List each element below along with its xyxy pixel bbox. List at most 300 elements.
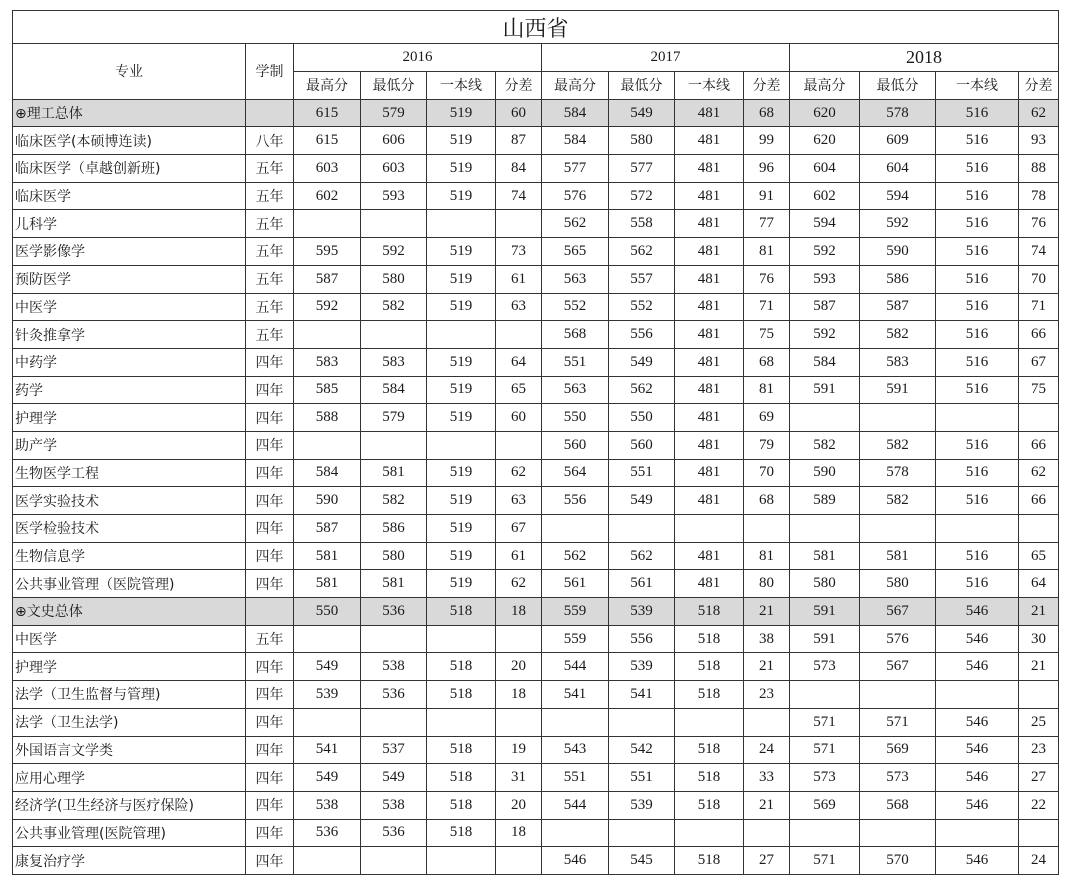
score-cell: 61 (496, 265, 542, 293)
score-cell: 576 (860, 625, 936, 653)
table-row (13, 653, 1059, 681)
score-cell: 536 (294, 819, 361, 847)
score-cell: 546 (936, 791, 1019, 819)
score-cell: 552 (542, 293, 609, 321)
score-cell: 546 (936, 708, 1019, 736)
score-cell: 81 (744, 238, 790, 266)
score-cell: 620 (790, 99, 860, 127)
score-cell: 562 (609, 238, 675, 266)
score-cell (496, 431, 542, 459)
score-cell: 571 (790, 708, 860, 736)
score-cell: 594 (790, 210, 860, 238)
score-cell: 584 (542, 127, 609, 155)
score-cell: 71 (1019, 293, 1059, 321)
score-cell: 516 (936, 265, 1019, 293)
score-cell: 593 (361, 182, 427, 210)
score-cell: 519 (427, 542, 496, 570)
score-cell: 68 (744, 348, 790, 376)
table-row (13, 459, 1059, 487)
score-cell: 519 (427, 487, 496, 515)
score-cell (294, 847, 361, 875)
score-cell: 546 (936, 625, 1019, 653)
score-cell: 546 (936, 736, 1019, 764)
score-cell: 516 (936, 238, 1019, 266)
score-cell: 549 (609, 487, 675, 515)
score-cell: 590 (790, 459, 860, 487)
score-cell: 481 (675, 293, 744, 321)
score-cell (936, 819, 1019, 847)
score-cell: 557 (609, 265, 675, 293)
score-cell (860, 515, 936, 543)
score-cell: 99 (744, 127, 790, 155)
duration-cell: 四年 (246, 736, 294, 764)
score-cell (1019, 681, 1059, 709)
score-cell: 582 (860, 321, 936, 349)
score-cell: 573 (790, 653, 860, 681)
score-cell: 539 (609, 653, 675, 681)
table-row (13, 681, 1059, 709)
score-cell: 64 (496, 348, 542, 376)
major-name: 针灸推拿学 (13, 321, 246, 349)
score-cell: 519 (427, 570, 496, 598)
sub-header-2017-2: 最低分 (609, 71, 675, 99)
score-cell (744, 708, 790, 736)
score-cell: 516 (936, 431, 1019, 459)
score-cell: 76 (1019, 210, 1059, 238)
score-cell (427, 210, 496, 238)
score-table (12, 10, 1059, 875)
score-cell: 87 (496, 127, 542, 155)
score-cell: 88 (1019, 155, 1059, 183)
score-cell: 545 (609, 847, 675, 875)
score-cell: 536 (361, 819, 427, 847)
score-cell: 593 (790, 265, 860, 293)
major-name: 公共事业管理（医院管理) (13, 570, 246, 598)
score-cell: 541 (294, 736, 361, 764)
table-title: 山西省 (13, 11, 1059, 44)
score-cell: 519 (427, 293, 496, 321)
score-cell: 538 (361, 791, 427, 819)
score-cell: 518 (675, 736, 744, 764)
score-cell: 77 (744, 210, 790, 238)
major-name: 医学实验技术 (13, 487, 246, 515)
sub-header-2016-1: 最高分 (294, 71, 361, 99)
score-cell: 591 (860, 376, 936, 404)
score-cell (1019, 819, 1059, 847)
table-row (13, 404, 1059, 432)
score-cell: 68 (744, 99, 790, 127)
score-cell: 604 (860, 155, 936, 183)
score-cell: 565 (542, 238, 609, 266)
score-cell: 604 (790, 155, 860, 183)
score-cell: 481 (675, 265, 744, 293)
duration-cell: 四年 (246, 791, 294, 819)
score-cell: 516 (936, 210, 1019, 238)
score-cell: 578 (860, 459, 936, 487)
score-cell: 606 (361, 127, 427, 155)
score-cell: 537 (361, 736, 427, 764)
score-cell: 551 (542, 348, 609, 376)
score-cell: 78 (1019, 182, 1059, 210)
score-cell: 573 (790, 764, 860, 792)
duration-cell: 四年 (246, 681, 294, 709)
score-cell: 568 (860, 791, 936, 819)
score-cell: 84 (496, 155, 542, 183)
score-cell: 591 (790, 598, 860, 626)
score-cell: 584 (294, 459, 361, 487)
score-cell: 584 (790, 348, 860, 376)
score-cell: 481 (675, 459, 744, 487)
major-name: ⊕文史总体 (13, 598, 246, 626)
score-cell: 549 (361, 764, 427, 792)
table-row (13, 293, 1059, 321)
score-cell: 544 (542, 653, 609, 681)
major-name: 应用心理学 (13, 764, 246, 792)
score-cell: 556 (609, 625, 675, 653)
score-cell: 590 (294, 487, 361, 515)
score-cell (936, 404, 1019, 432)
score-cell: 518 (427, 791, 496, 819)
table-row (13, 515, 1059, 543)
score-cell: 542 (609, 736, 675, 764)
score-cell: 583 (361, 348, 427, 376)
score-cell: 556 (542, 487, 609, 515)
score-cell (675, 708, 744, 736)
major-name: 中医学 (13, 625, 246, 653)
score-cell: 583 (294, 348, 361, 376)
score-cell: 550 (609, 404, 675, 432)
score-cell: 549 (294, 764, 361, 792)
score-cell: 538 (361, 653, 427, 681)
score-cell: 481 (675, 210, 744, 238)
score-cell: 516 (936, 376, 1019, 404)
table-row (13, 155, 1059, 183)
score-cell (361, 210, 427, 238)
sub-header-2016-3: 一本线 (427, 71, 496, 99)
score-cell: 519 (427, 376, 496, 404)
score-cell: 516 (936, 542, 1019, 570)
score-cell: 24 (1019, 847, 1059, 875)
score-cell: 580 (609, 127, 675, 155)
score-cell: 65 (496, 376, 542, 404)
score-cell: 567 (860, 653, 936, 681)
score-cell: 481 (675, 182, 744, 210)
score-cell: 66 (1019, 431, 1059, 459)
table-row (13, 791, 1059, 819)
score-cell: 583 (860, 348, 936, 376)
score-cell (609, 708, 675, 736)
score-cell: 21 (744, 791, 790, 819)
duration-cell: 四年 (246, 819, 294, 847)
group-row (13, 598, 1059, 626)
table-row (13, 819, 1059, 847)
score-cell (744, 819, 790, 847)
score-cell (427, 431, 496, 459)
score-cell: 74 (1019, 238, 1059, 266)
score-cell: 615 (294, 127, 361, 155)
score-cell: 79 (744, 431, 790, 459)
score-cell: 590 (860, 238, 936, 266)
score-cell: 18 (496, 681, 542, 709)
table-row (13, 210, 1059, 238)
score-cell: 568 (542, 321, 609, 349)
score-cell: 546 (936, 598, 1019, 626)
table-row (13, 625, 1059, 653)
score-cell: 22 (1019, 791, 1059, 819)
score-cell: 23 (744, 681, 790, 709)
score-cell: 516 (936, 459, 1019, 487)
major-name: 医学检验技术 (13, 515, 246, 543)
score-cell: 541 (609, 681, 675, 709)
score-cell: 549 (294, 653, 361, 681)
score-cell: 21 (1019, 598, 1059, 626)
score-cell: 571 (790, 847, 860, 875)
duration-cell: 八年 (246, 127, 294, 155)
score-cell: 60 (496, 99, 542, 127)
score-cell: 81 (744, 542, 790, 570)
score-cell: 546 (936, 847, 1019, 875)
score-cell (361, 847, 427, 875)
score-cell: 536 (361, 598, 427, 626)
major-name: 预防医学 (13, 265, 246, 293)
score-cell (294, 708, 361, 736)
sub-header-2017-3: 一本线 (675, 71, 744, 99)
score-cell: 591 (790, 625, 860, 653)
sub-header-2018-4: 分差 (1019, 71, 1059, 99)
score-cell: 562 (609, 376, 675, 404)
score-cell: 518 (675, 625, 744, 653)
score-cell: 31 (496, 764, 542, 792)
duration-cell: 四年 (246, 431, 294, 459)
score-cell (1019, 404, 1059, 432)
score-cell: 516 (936, 321, 1019, 349)
sub-header-2016-2: 最低分 (361, 71, 427, 99)
score-cell: 519 (427, 182, 496, 210)
score-cell (361, 431, 427, 459)
duration-cell: 四年 (246, 487, 294, 515)
score-cell: 73 (496, 238, 542, 266)
score-cell: 20 (496, 791, 542, 819)
table-row (13, 431, 1059, 459)
score-cell: 74 (496, 182, 542, 210)
major-name: 护理学 (13, 653, 246, 681)
score-cell: 27 (744, 847, 790, 875)
major-name: 儿科学 (13, 210, 246, 238)
score-cell: 518 (675, 847, 744, 875)
score-cell (496, 625, 542, 653)
score-cell: 519 (427, 238, 496, 266)
score-cell: 67 (496, 515, 542, 543)
duration-cell: 五年 (246, 625, 294, 653)
score-cell (294, 210, 361, 238)
score-cell: 592 (790, 321, 860, 349)
score-cell: 75 (744, 321, 790, 349)
score-cell (860, 819, 936, 847)
score-cell: 591 (790, 376, 860, 404)
score-cell: 585 (294, 376, 361, 404)
score-cell: 580 (790, 570, 860, 598)
score-cell: 602 (294, 182, 361, 210)
score-cell: 519 (427, 348, 496, 376)
score-cell: 71 (744, 293, 790, 321)
score-cell (496, 847, 542, 875)
table-row (13, 487, 1059, 515)
score-cell: 96 (744, 155, 790, 183)
score-cell: 579 (361, 99, 427, 127)
score-cell: 75 (1019, 376, 1059, 404)
score-cell: 539 (609, 598, 675, 626)
score-cell: 581 (860, 542, 936, 570)
score-cell: 516 (936, 127, 1019, 155)
score-cell: 577 (542, 155, 609, 183)
score-cell: 61 (496, 542, 542, 570)
score-cell: 581 (294, 570, 361, 598)
score-cell (744, 515, 790, 543)
score-cell: 518 (427, 736, 496, 764)
score-cell: 578 (860, 99, 936, 127)
score-cell (609, 515, 675, 543)
score-cell: 62 (496, 459, 542, 487)
major-name: 临床医学(本硕博连读) (13, 127, 246, 155)
score-cell: 580 (860, 570, 936, 598)
score-cell (361, 625, 427, 653)
score-cell: 518 (427, 681, 496, 709)
score-cell: 19 (496, 736, 542, 764)
table-row (13, 542, 1059, 570)
table-row (13, 127, 1059, 155)
table-row (13, 764, 1059, 792)
score-cell: 60 (496, 404, 542, 432)
score-cell (609, 819, 675, 847)
score-cell: 64 (1019, 570, 1059, 598)
score-cell: 516 (936, 99, 1019, 127)
score-cell: 546 (936, 764, 1019, 792)
major-name: 中医学 (13, 293, 246, 321)
score-cell: 551 (609, 764, 675, 792)
score-cell (427, 708, 496, 736)
score-cell: 18 (496, 598, 542, 626)
score-cell: 519 (427, 265, 496, 293)
score-cell: 518 (675, 764, 744, 792)
score-cell: 481 (675, 348, 744, 376)
score-cell: 549 (609, 99, 675, 127)
score-cell (294, 625, 361, 653)
score-cell (675, 819, 744, 847)
score-cell: 519 (427, 155, 496, 183)
duration-cell: 四年 (246, 376, 294, 404)
score-cell: 539 (609, 791, 675, 819)
score-cell: 576 (542, 182, 609, 210)
score-cell: 564 (542, 459, 609, 487)
score-cell: 518 (427, 764, 496, 792)
score-cell: 561 (542, 570, 609, 598)
score-cell (294, 431, 361, 459)
sub-header-2018-2: 最低分 (860, 71, 936, 99)
major-name: 临床医学（卓越创新班) (13, 155, 246, 183)
major-name: 公共事业管理(医院管理) (13, 819, 246, 847)
major-name: 护理学 (13, 404, 246, 432)
score-cell (790, 681, 860, 709)
score-cell: 602 (790, 182, 860, 210)
duration-cell: 五年 (246, 321, 294, 349)
score-cell: 80 (744, 570, 790, 598)
major-name: ⊕理工总体 (13, 99, 246, 127)
score-cell: 589 (790, 487, 860, 515)
score-cell: 581 (790, 542, 860, 570)
score-cell: 592 (294, 293, 361, 321)
duration-cell: 四年 (246, 459, 294, 487)
score-cell: 551 (542, 764, 609, 792)
score-cell: 595 (294, 238, 361, 266)
score-cell: 592 (361, 238, 427, 266)
duration-cell: 四年 (246, 570, 294, 598)
score-cell: 67 (1019, 348, 1059, 376)
score-cell: 62 (1019, 99, 1059, 127)
score-cell: 563 (542, 265, 609, 293)
score-cell: 63 (496, 487, 542, 515)
score-cell: 603 (361, 155, 427, 183)
score-cell: 481 (675, 321, 744, 349)
major-name: 经济学(卫生经济与医疗保险) (13, 791, 246, 819)
score-cell: 536 (361, 681, 427, 709)
score-cell: 582 (361, 487, 427, 515)
score-cell: 24 (744, 736, 790, 764)
score-cell: 18 (496, 819, 542, 847)
score-cell: 481 (675, 99, 744, 127)
score-cell: 518 (427, 819, 496, 847)
score-cell: 572 (609, 182, 675, 210)
major-name: 外国语言文学类 (13, 736, 246, 764)
score-cell: 580 (361, 542, 427, 570)
major-header: 专业 (13, 44, 246, 100)
score-cell (860, 681, 936, 709)
score-cell: 481 (675, 487, 744, 515)
score-cell: 582 (790, 431, 860, 459)
score-cell: 552 (609, 293, 675, 321)
score-cell: 20 (496, 653, 542, 681)
score-cell: 562 (542, 210, 609, 238)
score-cell: 481 (675, 404, 744, 432)
sub-header-2018-1: 最高分 (790, 71, 860, 99)
major-name: 法学（卫生监督与管理) (13, 681, 246, 709)
score-cell: 620 (790, 127, 860, 155)
duration-cell: 四年 (246, 348, 294, 376)
score-cell: 538 (294, 791, 361, 819)
score-cell: 519 (427, 404, 496, 432)
duration-cell: 五年 (246, 238, 294, 266)
score-cell: 518 (675, 681, 744, 709)
score-cell: 582 (361, 293, 427, 321)
major-name: 医学影像学 (13, 238, 246, 266)
score-cell: 587 (294, 515, 361, 543)
year-header-2018: 2018 (790, 44, 1059, 72)
score-cell: 549 (609, 348, 675, 376)
score-cell (790, 515, 860, 543)
score-cell (790, 404, 860, 432)
score-cell: 62 (1019, 459, 1059, 487)
score-cell: 560 (609, 431, 675, 459)
score-cell: 550 (294, 598, 361, 626)
score-cell: 21 (744, 653, 790, 681)
duration-cell: 四年 (246, 764, 294, 792)
score-cell: 592 (860, 210, 936, 238)
score-cell: 546 (542, 847, 609, 875)
score-cell: 587 (294, 265, 361, 293)
score-cell: 481 (675, 376, 744, 404)
score-cell: 588 (294, 404, 361, 432)
score-cell (675, 515, 744, 543)
score-cell: 516 (936, 348, 1019, 376)
